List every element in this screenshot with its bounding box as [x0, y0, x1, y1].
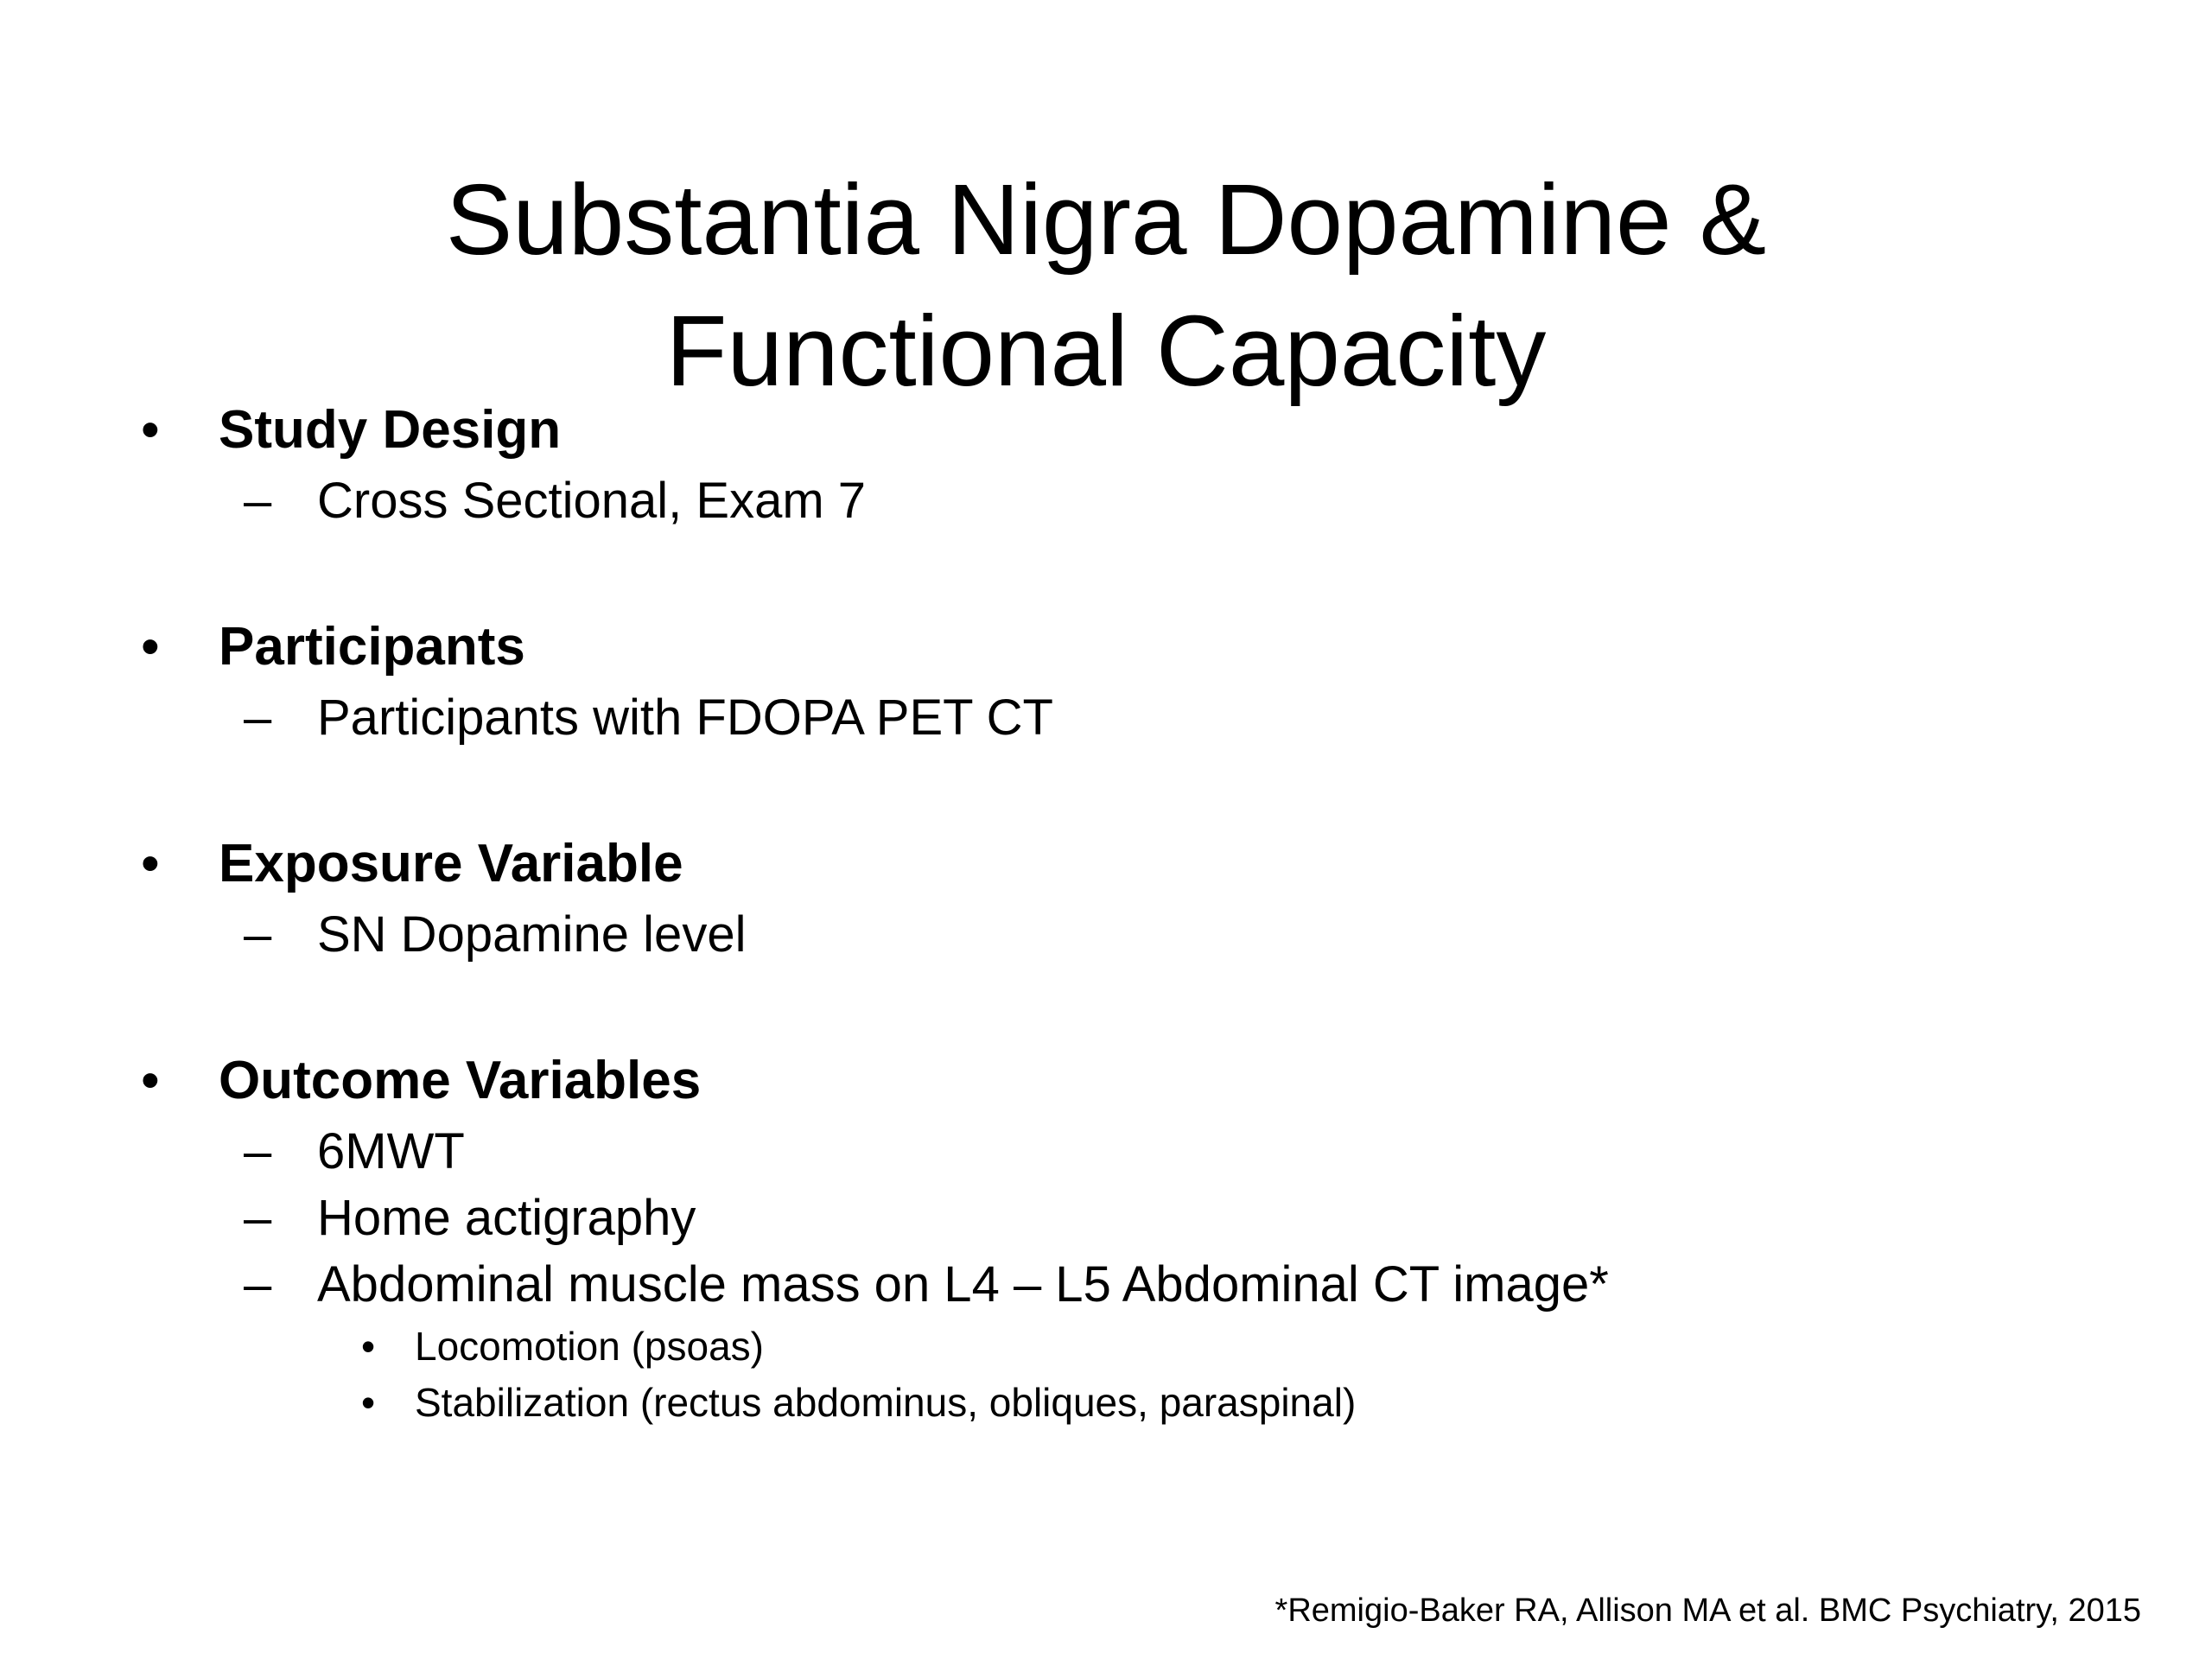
list-item-label: 6MWT	[317, 1123, 465, 1179]
section-heading-label: Study Design	[219, 400, 562, 460]
list-item-label: Abdominal muscle mass on L4 – L5 Abdominal CT image*	[317, 1256, 1609, 1313]
list-item	[244, 1252, 1609, 1318]
bullet-icon: •	[141, 1051, 160, 1110]
sub-list-item	[361, 1320, 764, 1372]
sub-list-item-label: Locomotion (psoas)	[415, 1324, 764, 1369]
slide-title-line-2: Functional Capacity	[665, 294, 1547, 407]
sub-list-item	[361, 1376, 1357, 1428]
list-item	[244, 902, 747, 968]
list-item-label: Participants with FDOPA PET CT	[317, 690, 1053, 746]
dash-icon: –	[244, 906, 272, 963]
sub-list-item-label: Stabilization (rectus abdominus, obliques, paraspinal)	[415, 1380, 1357, 1425]
slide-title	[0, 154, 2212, 416]
dash-icon: –	[244, 473, 272, 529]
list-item	[244, 468, 867, 534]
section-heading-participants	[141, 613, 525, 682]
section-heading-exposure-variable	[141, 830, 683, 899]
section-heading-outcome-variables	[141, 1046, 702, 1116]
bullet-icon: •	[361, 1380, 376, 1425]
list-item	[244, 1119, 465, 1185]
bullet-icon: •	[141, 400, 160, 460]
dash-icon: –	[244, 1123, 272, 1179]
citation-footnote: *Remigio-Baker RA, Allison MA et al. BMC Psychiatry, 2015	[1274, 1592, 2141, 1629]
dash-icon: –	[244, 1190, 272, 1246]
list-item	[244, 1185, 696, 1251]
list-item-label: Home actigraphy	[317, 1190, 696, 1246]
bullet-icon: •	[141, 617, 160, 677]
list-item-label: SN Dopamine level	[317, 906, 747, 963]
section-heading-label: Outcome Variables	[219, 1051, 702, 1110]
list-item	[244, 685, 1053, 751]
section-heading-label: Participants	[219, 617, 525, 677]
section-heading-study-design	[141, 396, 562, 465]
dash-icon: –	[244, 1256, 272, 1313]
bullet-icon: •	[361, 1324, 376, 1369]
list-item-label: Cross Sectional, Exam 7	[317, 473, 867, 529]
slide-title-line-1: Substantia Nigra Dopamine &	[445, 162, 1767, 276]
section-heading-label: Exposure Variable	[219, 834, 683, 893]
bullet-icon: •	[141, 834, 160, 893]
dash-icon: –	[244, 690, 272, 746]
